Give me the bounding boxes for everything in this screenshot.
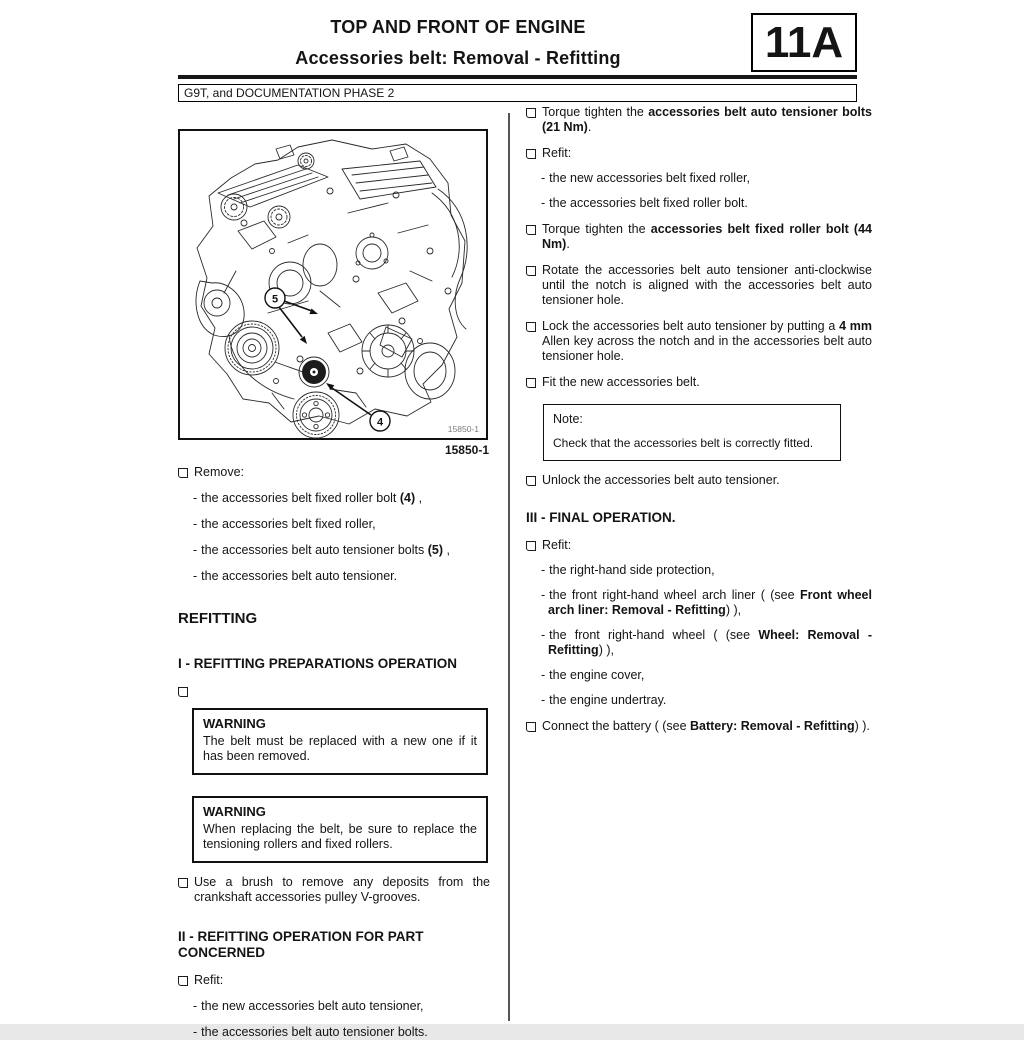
item-text: Lock the accessories belt auto tensioner by putting a — [542, 319, 840, 333]
item-text: the new accessories belt fixed roller, — [549, 171, 750, 185]
left-column — [178, 129, 490, 1040]
list-item — [526, 196, 872, 211]
engine-line-art — [196, 140, 467, 438]
dash-bullet: - — [541, 668, 546, 682]
list-item — [526, 693, 872, 708]
callout-5 — [265, 288, 285, 308]
item-text: Refit: — [542, 538, 572, 552]
checklist-item-empty — [178, 684, 490, 696]
checkbox-bullet-icon — [178, 468, 188, 478]
dash-bullet: - — [541, 588, 546, 602]
dash-bullet: - — [193, 999, 198, 1013]
checkbox-bullet-icon — [178, 878, 188, 888]
tensioner-roller — [299, 357, 329, 387]
item-text: the accessories belt fixed roller bolt. — [549, 196, 748, 210]
checklist-item-connect-battery: Connect the battery ( (see Battery: Removal - Refitting) ). — [526, 719, 872, 734]
list-item — [178, 1025, 490, 1040]
checklist-item-remove — [178, 465, 490, 480]
list-item — [178, 999, 490, 1014]
dash-bullet: - — [541, 171, 546, 185]
checkbox-bullet-icon — [526, 541, 536, 551]
note-title: Note: — [553, 412, 583, 426]
item-text: the front right-hand wheel ( (see — [549, 628, 759, 642]
checklist-item-refit — [178, 973, 490, 988]
dash-bullet: - — [541, 693, 546, 707]
item-text: Use a brush to remove any deposits from the crankshaft accessories pulley V-grooves. — [194, 875, 490, 904]
right-column — [526, 105, 872, 734]
item-text: Rotate the accessories belt auto tensioner anti-clockwise until the notch is aligned with the accessories belt auto tensioner hole. — [542, 263, 872, 307]
dash-bullet: - — [541, 628, 546, 642]
item-text: Remove: — [194, 465, 245, 479]
page-title: TOP AND FRONT OF ENGINE — [330, 17, 586, 37]
item-text: the accessories belt auto tensioner bolts — [201, 543, 428, 557]
figure-caption: 15850-1 — [444, 443, 489, 457]
warning-body: When replacing the belt, be sure to replace the tensioning rollers and fixed rollers. — [203, 822, 477, 851]
dash-bullet: - — [193, 1025, 198, 1039]
item-text: the engine undertray. — [549, 693, 667, 707]
item-text: the accessories belt fixed roller, — [201, 517, 376, 531]
heading-section-3: III - FINAL OPERATION. — [526, 510, 676, 525]
note-box — [543, 404, 841, 461]
checklist-item-refit-2 — [526, 538, 872, 553]
list-item — [178, 569, 490, 584]
item-text: Refit: — [194, 973, 224, 987]
figure-ref-inner: 15850-1 — [447, 424, 479, 434]
checkbox-bullet-icon — [178, 687, 188, 697]
list-item — [526, 668, 872, 683]
warning-title: WARNING — [203, 716, 266, 731]
item-text: Fit the new accessories belt. — [542, 375, 700, 389]
item-text: the right-hand side protection, — [549, 563, 715, 577]
item-text: Torque tighten the — [542, 105, 649, 119]
checkbox-bullet-icon — [526, 266, 536, 276]
list-item — [178, 517, 490, 532]
column-divider — [508, 113, 510, 1021]
heading-section-2: II - REFITTING OPERATION FOR PART CONCERNED — [178, 929, 424, 960]
checkbox-bullet-icon — [526, 149, 536, 159]
dash-bullet: - — [193, 543, 198, 557]
dash-bullet: - — [541, 563, 546, 577]
warning-body: The belt must be replaced with a new one if it has been removed. — [203, 734, 477, 763]
callout-arrows — [279, 301, 371, 415]
list-item: - the accessories belt fixed roller bolt (4) , — [193, 491, 423, 505]
item-text: the front right-hand wheel arch liner ( (see — [549, 588, 800, 602]
header — [178, 16, 738, 69]
heading-section-1: I - REFITTING PREPARATIONS OPERATION — [178, 656, 458, 671]
checklist-item-brush — [178, 875, 490, 905]
dash-bullet: - — [541, 196, 546, 210]
callout-5-label: 5 — [271, 293, 279, 306]
item-text: Connect the battery ( (see — [542, 719, 690, 733]
dash-bullet: - — [193, 517, 198, 531]
checklist-item-fit-belt — [526, 375, 872, 390]
section-code-box: 11A — [751, 13, 857, 72]
checklist-item-refit-1 — [526, 146, 872, 161]
checklist-item-torque-tensioner: Torque tighten the accessories belt auto tensioner bolts (21 Nm). — [526, 105, 872, 135]
header-rule — [178, 75, 857, 79]
item-text: the new accessories belt auto tensioner, — [201, 999, 424, 1013]
engine-figure — [178, 129, 488, 440]
item-text: the accessories belt auto tensioner. — [201, 569, 398, 583]
item-text: the accessories belt fixed roller bolt — [201, 491, 400, 505]
list-item — [526, 563, 872, 578]
item-text: the engine cover, — [549, 668, 645, 682]
list-item: - the accessories belt auto tensioner bolts (5) , — [193, 543, 450, 557]
heading-refitting: REFITTING — [178, 610, 258, 627]
checkbox-bullet-icon — [526, 722, 536, 732]
note-body: Check that the accessories belt is correctly fitted. — [553, 436, 814, 450]
callout-4 — [370, 411, 390, 431]
checkbox-bullet-icon — [526, 225, 536, 235]
warning-title: WARNING — [203, 804, 266, 819]
callout-4-label: 4 — [376, 416, 384, 429]
checklist-item-unlock — [526, 473, 872, 488]
checklist-item-lock: Lock the accessories belt auto tensioner by putting a 4 mm Allen key across the notch and in the accessories belt auto tensioner hole. — [526, 319, 872, 364]
page-subtitle: Accessories belt: Removal - Refitting — [295, 48, 621, 68]
checkbox-bullet-icon — [178, 976, 188, 986]
item-text: the accessories belt auto tensioner bolts. — [201, 1025, 428, 1039]
warning-box-2 — [192, 796, 488, 863]
dash-bullet: - — [193, 569, 198, 583]
warning-box-1 — [192, 708, 488, 775]
list-item — [526, 171, 872, 186]
checkbox-bullet-icon — [526, 476, 536, 486]
checklist-item-rotate — [526, 263, 872, 308]
engine-diagram — [180, 131, 486, 438]
model-variant-box: G9T, and DOCUMENTATION PHASE 2 — [178, 84, 857, 102]
checklist-item-torque-roller: Torque tighten the accessories belt fixed roller bolt (44 Nm). — [526, 222, 872, 252]
dash-bullet: - — [193, 491, 198, 505]
checkbox-bullet-icon — [526, 108, 536, 118]
item-text: Torque tighten the — [542, 222, 651, 236]
checkbox-bullet-icon — [526, 378, 536, 388]
item-text: Unlock the accessories belt auto tensioner. — [542, 473, 780, 487]
list-item: - the front right-hand wheel arch liner ( (see Front wheel arch liner: Removal - Refitting) ), — [541, 588, 872, 617]
item-text: Refit: — [542, 146, 572, 160]
list-item: - the front right-hand wheel ( (see Wheel: Removal - Refitting) ), — [541, 628, 872, 657]
checkbox-bullet-icon — [526, 322, 536, 332]
